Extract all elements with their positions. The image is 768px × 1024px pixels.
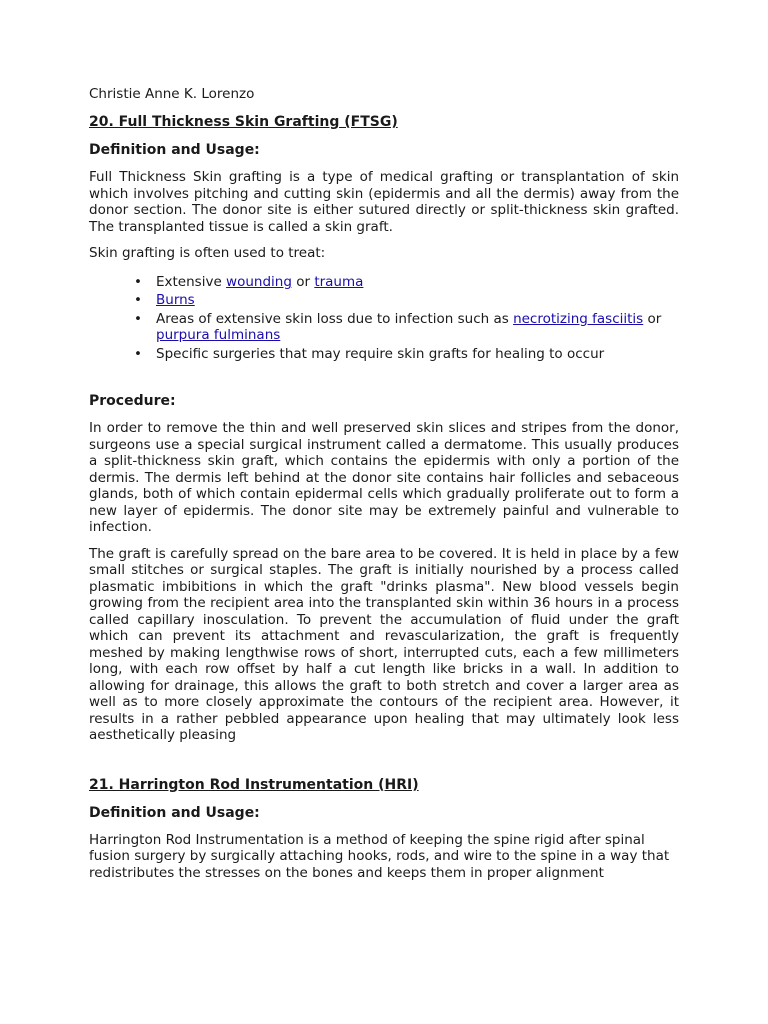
list-item	[134, 292, 679, 309]
author-name: Christie Anne K. Lorenzo	[89, 86, 255, 102]
section-21-definition-text: Harrington Rod Instrumentation is a method of keeping the spine rigid after spinal fusion surgery by surgically attaching hooks, rods, and wire to the spine in a way that redistributes the stresses on the bones and keeps them in proper alignment	[89, 831, 670, 881]
wounding-link[interactable]: wounding	[226, 273, 292, 290]
procedure-paragraph-1: In order to remove the thin and well preserved skin slices and stripes from the donor, surgeons use a special surgical instrument called a dermatome. This usually produces a split-thickness skin graft, which contains the epidermis with only a portion of the dermis. The dermis left behind at the donor site contains hair follicles and sebaceous glands, both of which contain epidermal cells which gradually proliferate out to form a new layer of epidermis. The donor site may be extremely painful and vulnerable to infection.	[89, 420, 679, 535]
treatment-list	[89, 274, 679, 363]
bullet-icon: •	[134, 273, 142, 290]
list-item-text: Specific surgeries that may require skin grafts for healing to occur	[156, 345, 605, 362]
list-item	[134, 345, 679, 363]
section-20-heading: 20. Full Thickness Skin Grafting (FTSG)	[89, 114, 398, 130]
list-item-text: Extensive	[156, 273, 227, 290]
section-20-definition-heading: Definition and Usage:	[89, 142, 260, 158]
section-21-heading: 21. Harrington Rod Instrumentation (HRI)	[89, 776, 419, 793]
list-item	[134, 273, 679, 291]
section-spacer	[89, 754, 679, 776]
bullet-icon: •	[134, 292, 142, 308]
purpura-fulminans-link[interactable]: purpura fulminans	[156, 327, 281, 343]
bullet-icon: •	[134, 345, 142, 362]
trauma-link[interactable]: trauma	[314, 273, 364, 290]
necrotizing-fasciitis-link[interactable]: necrotizing fasciitis	[513, 310, 644, 327]
list-item-text: or	[643, 310, 662, 327]
treat-intro: Skin grafting is often used to treat:	[89, 245, 326, 261]
burns-link[interactable]: Burns	[156, 292, 195, 308]
list-item-text: Areas of extensive skin loss due to infection such as	[156, 310, 514, 327]
document-page	[89, 86, 679, 891]
list-item	[134, 310, 679, 344]
section-20-definition-text: Full Thickness Skin grafting is a type of medical grafting or transplantation of skin which involves pitching and cutting skin (epidermis and all the dermis) away from the donor section. The donor site is either sutured directly or split-thickness skin grafted. The transplanted tissue is called a skin graft.	[89, 169, 679, 235]
bullet-icon: •	[134, 310, 142, 327]
section-21-definition-heading: Definition and Usage:	[89, 804, 260, 821]
procedure-paragraph-2: The graft is carefully spread on the bare area to be covered. It is held in place by a few small stitches or surgical staples. The graft is initially nourished by a process called plasmatic imbibitions in which the graft "drinks plasma". New blood vessels begin growing from the recipient area into the transplanted skin within 36 hours in a process called capillary inosculation. To prevent the accumulation of fluid under the graft which can prevent its attachment and revascularization, the graft is frequently meshed by making lengthwise rows of short, interrupted cuts, each a few millimeters long, with each row offset by half a cut length like bricks in a wall. In addition to allowing for drainage, this allows the graft to both stretch and cover a larger area as well as to more closely approximate the contours of the recipient area. However, it results in a rather pebbled appearance upon healing that may ultimately look less aesthetically pleasing	[89, 545, 679, 743]
list-item-text: or	[291, 273, 315, 290]
procedure-heading: Procedure:	[89, 393, 176, 409]
